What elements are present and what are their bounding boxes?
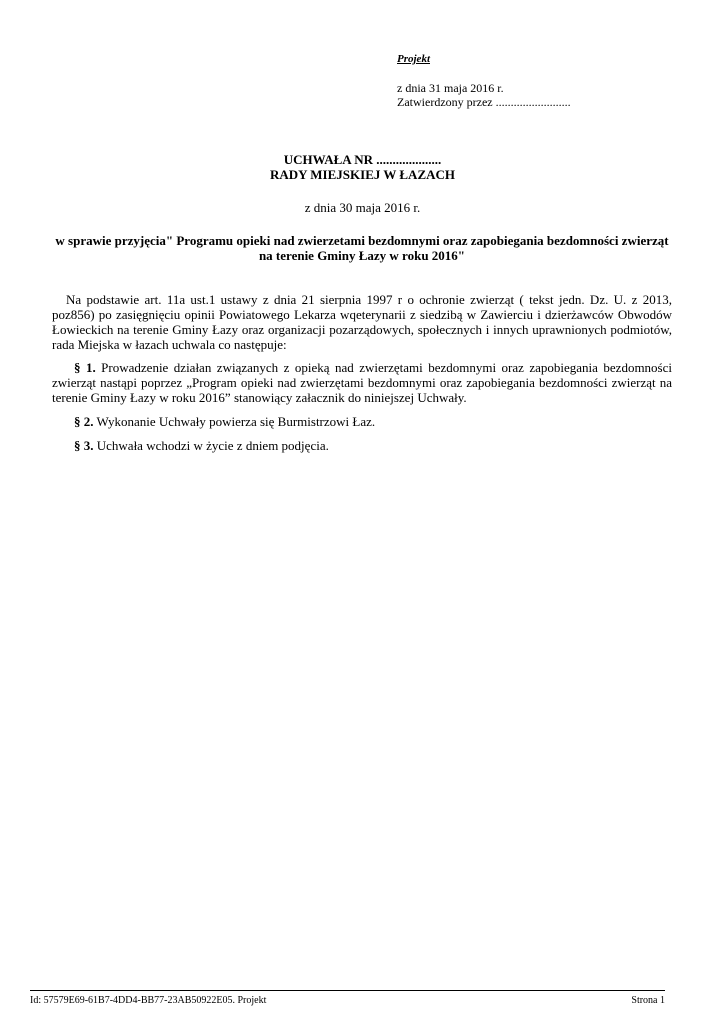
resolution-subject: w sprawie przyjęcia" Programu opieki nad zwierzetami bezdomnymi oraz zapobiegania bezdomności zwierząt na terenie Gminy Łazy w roku 2016" bbox=[55, 233, 669, 263]
council-name: RADY MIEJSKIEJ W ŁAZACH bbox=[269, 167, 456, 182]
legal-basis-paragraph: Na podstawie art. 11a ust.1 ustawy z dnia 21 sierpnia 1997 r o ochronie zwierząt ( tekst jedn. Dz. U. z 2013, poz856) po zasięgnięciu opinii Powiatowego Lekarza wqeterynarii z siedzibą w Zawierciu i dzierżawców Obwodów Łowieckich na terenie Gminy Łazy oraz organizacji pozarządowych, społecznych i innych uprawnionych podmiotów, rada Miejska w łazach uchwala co następuje: bbox=[52, 292, 672, 352]
document-id: Id: 57579E69-61B7-4DD4-BB77-23AB50922E05. Projekt bbox=[30, 995, 267, 1006]
paragraph-1-label: § 1. bbox=[74, 360, 96, 375]
page-number: Strona 1 bbox=[631, 995, 665, 1006]
resolution-date: z dnia 30 maja 2016 r. bbox=[304, 200, 421, 215]
paragraph-1-text: Prowadzenie działan związanych z opieką nad zwierzętami bezdomnymi oraz zapobiegania bezdomności zwierząt nastąpi poprzez „Program opieki nad zwierzętami bezdomnymi oraz zapobiegania bezdomności zwierząt na terenie Gminy Łazy w roku 2016” stanowiący załacznik do niniejszej Uchwały. bbox=[52, 360, 673, 405]
paragraph-3 bbox=[52, 438, 672, 453]
approved-by-line: Zatwierdzony przez ......................... bbox=[397, 95, 571, 109]
paragraph-2-label: § 2. bbox=[74, 414, 94, 429]
footer-divider bbox=[30, 990, 665, 991]
resolution-number: UCHWAŁA NR .................... bbox=[283, 152, 442, 167]
projekt-label: Projekt bbox=[397, 53, 430, 65]
paragraph-1 bbox=[52, 360, 672, 405]
paragraph-3-text: Uchwała wchodzi w życie z dniem podjęcia. bbox=[93, 438, 329, 453]
paragraph-2 bbox=[52, 414, 672, 429]
paragraph-2-text: Wykonanie Uchwały powierza się Burmistrzowi Łaz. bbox=[93, 414, 376, 429]
header-date: z dnia 31 maja 2016 r. bbox=[397, 81, 504, 95]
paragraph-3-label: § 3. bbox=[74, 438, 94, 453]
